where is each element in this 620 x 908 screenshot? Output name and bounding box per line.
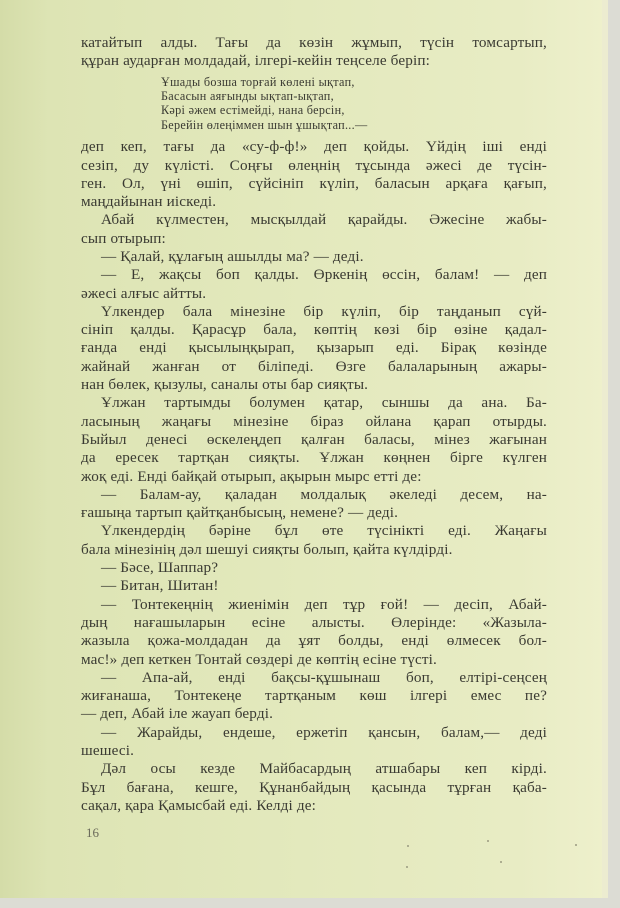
paragraph — [81, 559, 547, 577]
text-line: деп кеп, тағы да «су-ф-ф!» деп қойды. Үйдің іші енді — [81, 138, 547, 156]
paper-speck — [406, 866, 408, 868]
text-line: Ұлжан тартымды болумен қатар, сыншы да ана. Ба- — [101, 394, 547, 412]
paragraph — [81, 760, 547, 815]
paper-speck — [500, 861, 502, 863]
text-line: сініп қалды. Қарасұр бала, көптің көзі бір өзіне қадал- — [81, 321, 547, 339]
text-line: ғашыңа тартып қайтқанбысың, немене? — деді. — [81, 504, 399, 522]
text-line: — Е, жақсы боп қалды. Өркенің өссін, балам! — деп — [101, 266, 547, 284]
text-line: жазыла қожа-молдадан да ұят болды, енді өлмесек бол- — [81, 632, 547, 650]
text-line: — Қалай, құлағың ашылды ма? — деді. — [101, 248, 364, 265]
text-line: Үлкендердің бәріне бұл өте түсінікті еді. Жаңағы — [101, 522, 547, 540]
paragraph — [81, 522, 547, 559]
verse-block — [161, 75, 547, 133]
paragraph — [81, 138, 547, 211]
page-text — [81, 34, 547, 815]
text-line: сақал, қара Қамысбай еді. Келді де: — [81, 796, 316, 814]
paragraph — [81, 596, 547, 669]
text-line: ген. Ол, үні өшіп, сүйсініп күліп, баласын арқаға қағып, — [81, 174, 547, 192]
text-line: — деп, Абай іле жауап берді. — [81, 705, 274, 723]
text-line: — Битан, Шитан! — [101, 577, 219, 595]
paragraph — [81, 486, 547, 523]
paragraph — [81, 248, 547, 266]
paper-speck — [407, 845, 409, 847]
text-line: бала мінезінің дәл шешуі сияқты болып, қайта күлдірді. — [81, 540, 453, 558]
text-line: Абай күлместен, мысқылдай қарайды. Әжесіне жабы- — [101, 211, 547, 229]
verse-line: Берейін өлеңіммен шын ұшықтап...— — [161, 117, 368, 132]
text-line: — Тонтекеңнің жиенімін деп тұр ғой! — десіп, Абай- — [101, 595, 547, 613]
text-line: — Балам-ау, қаладан молдалық әкеледі десем, на- — [101, 485, 547, 503]
paragraph — [81, 724, 547, 761]
text-line: да ересек тартқан сияқты. Ұлжан көңнен бірге күлген — [81, 449, 547, 467]
page-number: 16 — [86, 825, 99, 840]
text-line: жайнай жанған от біліпеді. Өзге балаларының ажары- — [81, 357, 547, 375]
text-line: Дәл осы кезде Майбасардың атшабары кеп кірді. — [101, 760, 547, 778]
text-line: әжесі алғыс айтты. — [81, 284, 207, 302]
text-line: жоқ еді. Енді байқай отырып, ақырын мырс етті де: — [81, 467, 422, 485]
text-line: Бұл бағана, кешге, Құнанбайдың қасында тұрған қаба- — [81, 778, 547, 796]
text-line: мас!» деп кеткен Тонтай сөздері де көптің есіне түсті. — [81, 650, 437, 668]
paragraph — [81, 577, 547, 595]
paper-speck — [487, 840, 489, 842]
text-line: Быйыл денесі өскелеңдеп қалған баласы, мінез жағынан — [81, 430, 547, 448]
text-line: катайтып алды. Тағы да көзін жұмып, түсін томсартып, — [81, 34, 547, 51]
paragraph — [81, 394, 547, 485]
text-line: сып отырып: — [81, 229, 166, 247]
text-line: нан бөлек, қызулы, саналы оты бар сияқты. — [81, 376, 369, 394]
verse-line: Кәрі әжем естімейді, нана берсін, — [161, 103, 345, 118]
text-line: — Жарайды, ендеше, ержетіп қансын, балам,— деді — [101, 723, 547, 741]
paragraph — [81, 303, 547, 394]
text-line: ласының жаңағы мінезіне біраз ойлана қарап отырды. — [81, 412, 547, 430]
text-line: ғанда енді қысылыңқырап, қызарып еді. Бірақ көзінде — [81, 339, 547, 357]
paragraph — [81, 211, 547, 248]
paragraph — [81, 669, 547, 724]
paper-speck — [575, 844, 577, 846]
verse-line: Ұшады бозша торғай көлені ықтап, — [161, 74, 355, 89]
text-line: құран аударған молдадай, ілгері-кейін теңселе беріп: — [81, 52, 431, 70]
text-line: Үлкендер бала мінезіне бір күліп, бір таңданып сүй- — [101, 302, 547, 320]
text-line: — Апа-ай, енді бақсы-құшынаш боп, елтірі-сеңсең — [101, 668, 547, 686]
text-line: шешесі. — [81, 742, 135, 760]
text-line: дың нағашыларын есіне алысты. Өлерінде: «Жазыла- — [81, 613, 547, 631]
paragraph — [81, 266, 547, 303]
text-line: маңдайынан иіскеді. — [81, 193, 217, 211]
verse-line: Басасын аяғынды ықтап-ықтап, — [161, 89, 334, 103]
text-line: сезіп, ду күлісті. Соңғы өлеңнің тұсында әжесі де түсін- — [81, 156, 547, 174]
text-line: жиғанаша, Тонтекеңе тартқаным көш ілгері емес пе? — [81, 687, 547, 705]
text-line: — Бәсе, Шаппар? — [101, 559, 219, 577]
